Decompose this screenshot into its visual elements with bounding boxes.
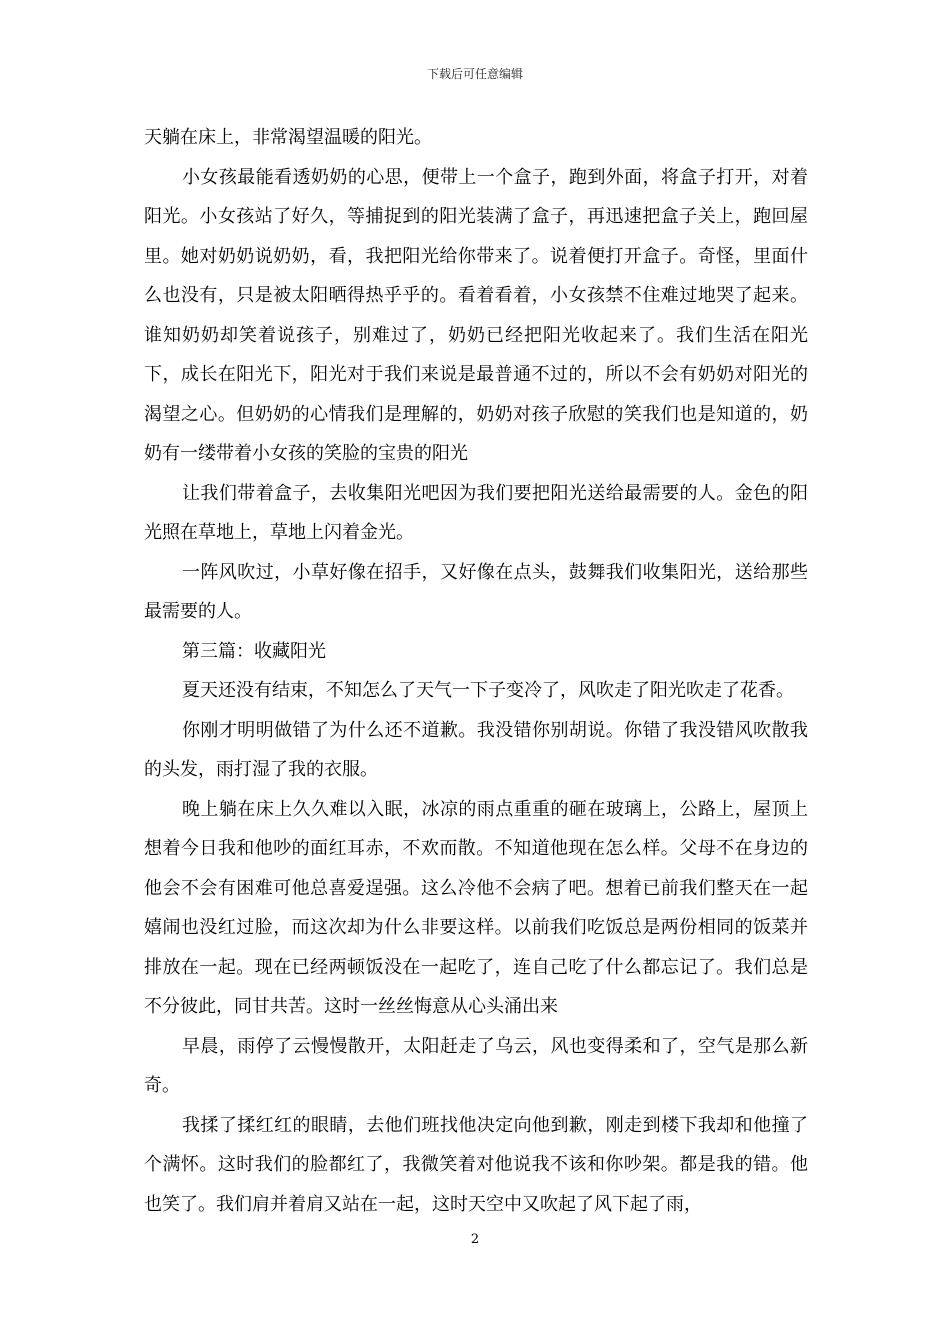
paragraph: 小女孩最能看透奶奶的心思，便带上一个盒子，跑到外面，将盒子打开，对着阳光。小女孩站了好久，等捕捉到的阳光装满了盒子，再迅速把盒子关上，跑回屋里。她对奶奶说奶奶，看，我把阳光给你带来了。说着便打开盒子。奇怪，里面什么也没有，只是被太阳晒得热乎乎的。看着看着，小女孩禁不住难过地哭了起来。谁知奶奶却笑着说孩子，别难过了，奶奶已经把阳光收起来了。我们生活在阳光下，成长在阳光下，阳光对于我们来说是最普通不过的，所以不会有奶奶对阳光的渴望之心。但奶奶的心情我们是理解的，奶奶对孩子欣慰的笑我们也是知道的，奶奶有一缕带着小女孩的笑脸的宝贵的阳光 bbox=[144, 166, 808, 464]
paragraph: 让我们带着盒子，去收集阳光吧因为我们要把阳光送给最需要的人。金色的阳光照在草地上，草地上闪着金光。 bbox=[144, 482, 808, 543]
section-heading: 第三篇：收藏阳光 bbox=[182, 640, 326, 662]
paragraph: 一阵风吹过，小草好像在招手，又好像在点头，鼓舞我们收集阳光，送给那些最需要的人。 bbox=[144, 561, 808, 622]
paragraph: 晚上躺在床上久久难以入眠，冰凉的雨点重重的砸在玻璃上，公路上，屋顶上想着今日我和他吵的面红耳赤，不欢而散。不知道他现在怎么样。父母不在身边的他会不会有困难可他总喜爱逞强。这么冷他不会病了吧。想着已前我们整天在一起嬉闹也没红过脸，而这次却为什么非要这样。以前我们吃饭总是两份相同的饭菜并排放在一起。现在已经两顿饭没在一起吃了，连自己吃了什么都忘记了。我们总是不分彼此，同甘共苦。这时一丝丝悔意从心头涌出来 bbox=[144, 798, 808, 1017]
paragraph: 夏天还没有结束，不知怎么了天气一下子变冷了，风吹走了阳光吹走了花香。 bbox=[182, 680, 794, 701]
paragraph: 早晨，雨停了云慢慢散开，太阳赶走了乌云，风也变得柔和了，空气是那么新奇。 bbox=[144, 1035, 808, 1096]
paragraph: 我揉了揉红红的眼睛，去他们班找他决定向他到歉，刚走到楼下我却和他撞了个满怀。这时我们的脸都红了，我微笑着对他说我不该和你吵架。都是我的错。他也笑了。我们肩并着肩又站在一起，这时天空中又吹起了风下起了雨， bbox=[144, 1114, 808, 1215]
paragraph: 天躺在床上，非常渴望温暖的阳光。 bbox=[144, 127, 432, 148]
page-number: 2 bbox=[470, 1232, 480, 1247]
page-header: 下载后可任意编辑 bbox=[426, 67, 523, 81]
document-body bbox=[144, 118, 808, 1224]
paragraph: 你刚才明明做错了为什么还不道歉。我没错你别胡说。你错了我没错风吹散我的头发，雨打湿了我的衣服。 bbox=[144, 719, 808, 780]
